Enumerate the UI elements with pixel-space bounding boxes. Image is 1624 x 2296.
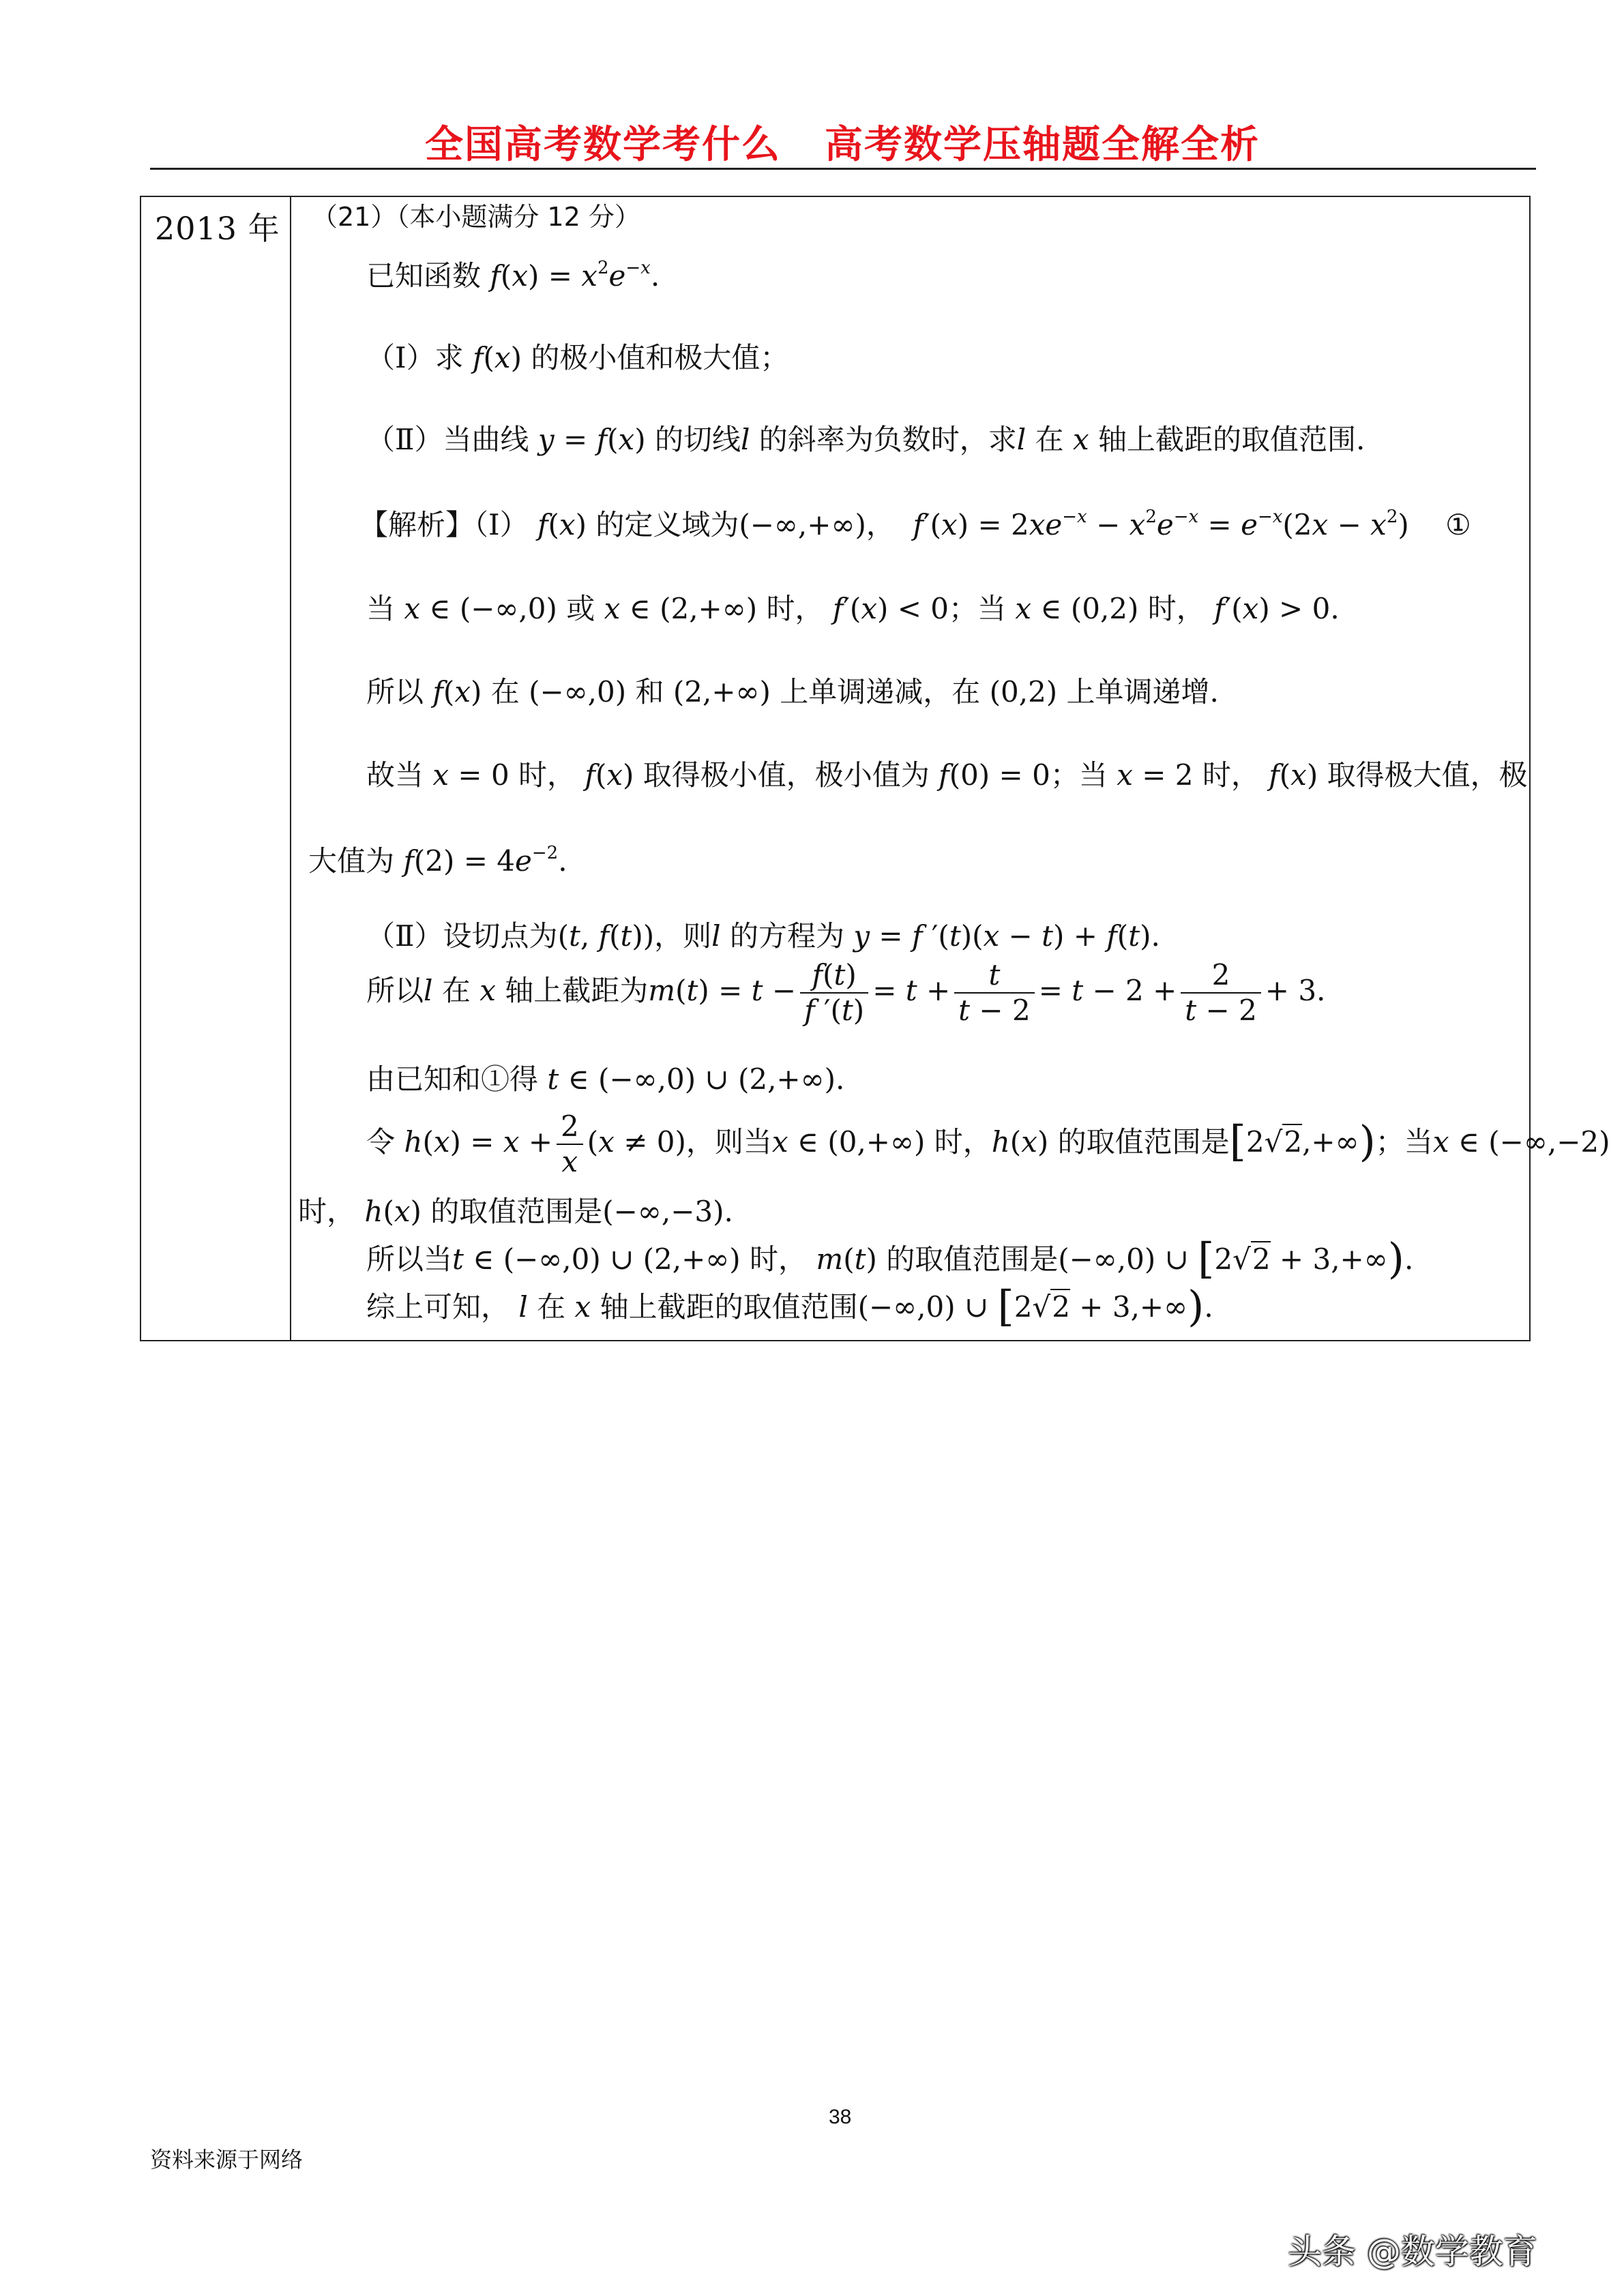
solution-part1-line3: 所以 f(x) 在 (−∞,0) 和 (2,+∞) 上单调递减，在 (0,2) 上单调递增.: [366, 675, 1219, 709]
part1-question: （Ⅰ）求 f(x) 的极小值和极大值；: [366, 341, 789, 374]
source-note: 资料来源于网络: [150, 2147, 304, 2173]
solution-part1-line5: 大值为 $f(2) = 4e^{-2}$.: [308, 843, 567, 878]
watermark: 头条 @数学教育: [1288, 2232, 1537, 2271]
page-number: 38: [829, 2106, 852, 2128]
equation-marker: ①: [1445, 508, 1471, 541]
solution-part2-line4: 令 h(x) = x + $\frac{2}{x}$ (x ≠ 0)，则当x ∈ (0,+∞) 时，h(x) 的取值范围是[2√2,+∞)；当x ∈ (−∞,−2): [366, 1109, 1610, 1179]
solution-label: 【解析】: [359, 508, 475, 541]
problem-label: （21）（本小题满分 12 分）: [312, 202, 640, 232]
problem-table: [140, 196, 1610, 1341]
problem-statement: 已知函数 $f(x) = x^2e^{-x}$.: [366, 258, 660, 293]
solution-conclusion: 综上可知， l 在 x 轴上截距的取值范围(−∞,0) ∪ [2√2 + 3,+∞).: [366, 1281, 1213, 1331]
column-divider: [290, 197, 291, 1340]
solution-part2-line3: 由已知和①得 t ∈ (−∞,0) ∪ (2,+∞).: [366, 1062, 845, 1096]
solution-part2-line5: 时， h(x) 的取值范围是(−∞,−3).: [298, 1195, 733, 1228]
solution-part1-line1: 【解析】（Ⅰ） f(x) 的定义域为(−∞,+∞)， $f'(x) = 2xe^{-x} - x^2e^{-x} = e^{-x}(2x - x^2)$ ①: [359, 507, 1471, 541]
page-header: [150, 115, 1535, 169]
header-right-title: 高考数学压轴题全解全析: [825, 123, 1260, 167]
solution-part2-line6: 所以当t ∈ (−∞,0) ∪ (2,+∞) 时， m(t) 的取值范围是(−∞,0) ∪ [2√2 + 3,+∞).: [366, 1234, 1414, 1283]
solution-part2-line2: 所以l 在 x 轴上截距为m(t) = t − $\frac{f(t)}{f '(t)}$ = t + $\frac{t}{t - 2}$ = t − 2 + $\frac{2}{t - 2}$ + 3.: [366, 958, 1326, 1028]
solution-part2-line1: （Ⅱ）设切点为(t, f(t))，则l 的方程为 y = f ′(t)(x − t) + f(t).: [366, 919, 1160, 953]
header-left-title: 全国高考数学考什么: [425, 123, 781, 167]
header-rule: [150, 168, 1536, 170]
part2-question: （Ⅱ）当曲线 y = f(x) 的切线l 的斜率为负数时，求l 在 x 轴上截距的取值范围.: [366, 423, 1365, 456]
year-cell: 2013 年: [155, 210, 280, 247]
solution-part1-line2: 当 x ∈ (−∞,0) 或 x ∈ (2,+∞) 时， f′(x) < 0；当 x ∈ (0,2) 时， f′(x) > 0.: [366, 592, 1340, 625]
solution-part1-line4: 故当 x = 0 时， f(x) 取得极小值，极小值为 f(0) = 0；当 x = 2 时， f(x) 取得极大值，极: [366, 758, 1528, 792]
